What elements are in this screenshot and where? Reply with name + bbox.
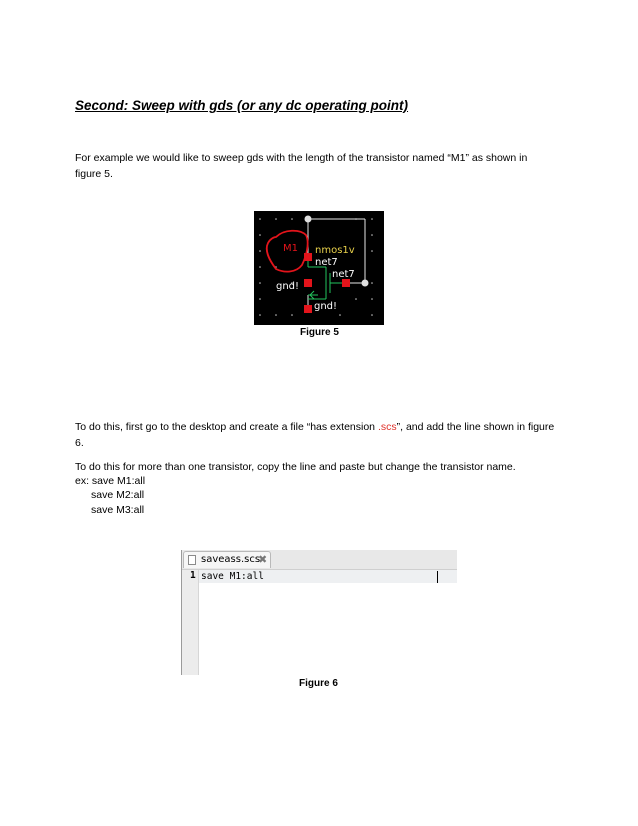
instruction-text: To do this, first go to the desktop and create a file “has extension [75, 421, 378, 433]
multi-transistor-paragraph: To do this for more than one transistor, copy the line and paste but change the transistor name. [75, 461, 516, 473]
code-line[interactable]: save M1:all [201, 571, 264, 582]
file-tab[interactable] [183, 551, 271, 568]
example-line: ex: save M1:all [75, 475, 146, 487]
line-gutter [181, 570, 199, 675]
figure-5-caption: Figure 5 [300, 327, 339, 338]
example-line: save M3:all [91, 504, 145, 516]
junction-dot [362, 280, 369, 287]
instance-label: M1 [283, 243, 298, 254]
ground-label: gnd! [314, 301, 338, 312]
ground-label: gnd! [276, 281, 300, 292]
tab-bar [181, 550, 457, 570]
instruction-text-end: ”, and add the line shown in figure 6. [75, 421, 555, 449]
tab-label: saveass.scs [201, 554, 261, 565]
section-heading: Second: Sweep with gds (or any dc operating point) [75, 98, 409, 113]
window-edge [181, 550, 182, 675]
close-icon[interactable]: ✖ [258, 553, 268, 566]
figure-6-caption: Figure 6 [299, 678, 338, 689]
line-number: 1 [190, 570, 196, 581]
schematic-figure [254, 211, 384, 325]
schematic-drawing [254, 211, 384, 325]
junction-dot [305, 216, 312, 223]
instruction-paragraph [75, 419, 565, 451]
net-label: net7 [332, 269, 355, 280]
text-caret [437, 571, 438, 583]
file-icon [188, 555, 196, 565]
model-label: nmos1v [315, 245, 355, 256]
example-line: save M2:all [91, 489, 145, 501]
net-label: net7 [315, 257, 338, 268]
intro-paragraph: For example we would like to sweep gds with the length of the transistor named “M1” as shown in figure 5. [75, 152, 528, 180]
editor-screenshot [181, 550, 457, 675]
extension-text: .scs [377, 421, 397, 433]
